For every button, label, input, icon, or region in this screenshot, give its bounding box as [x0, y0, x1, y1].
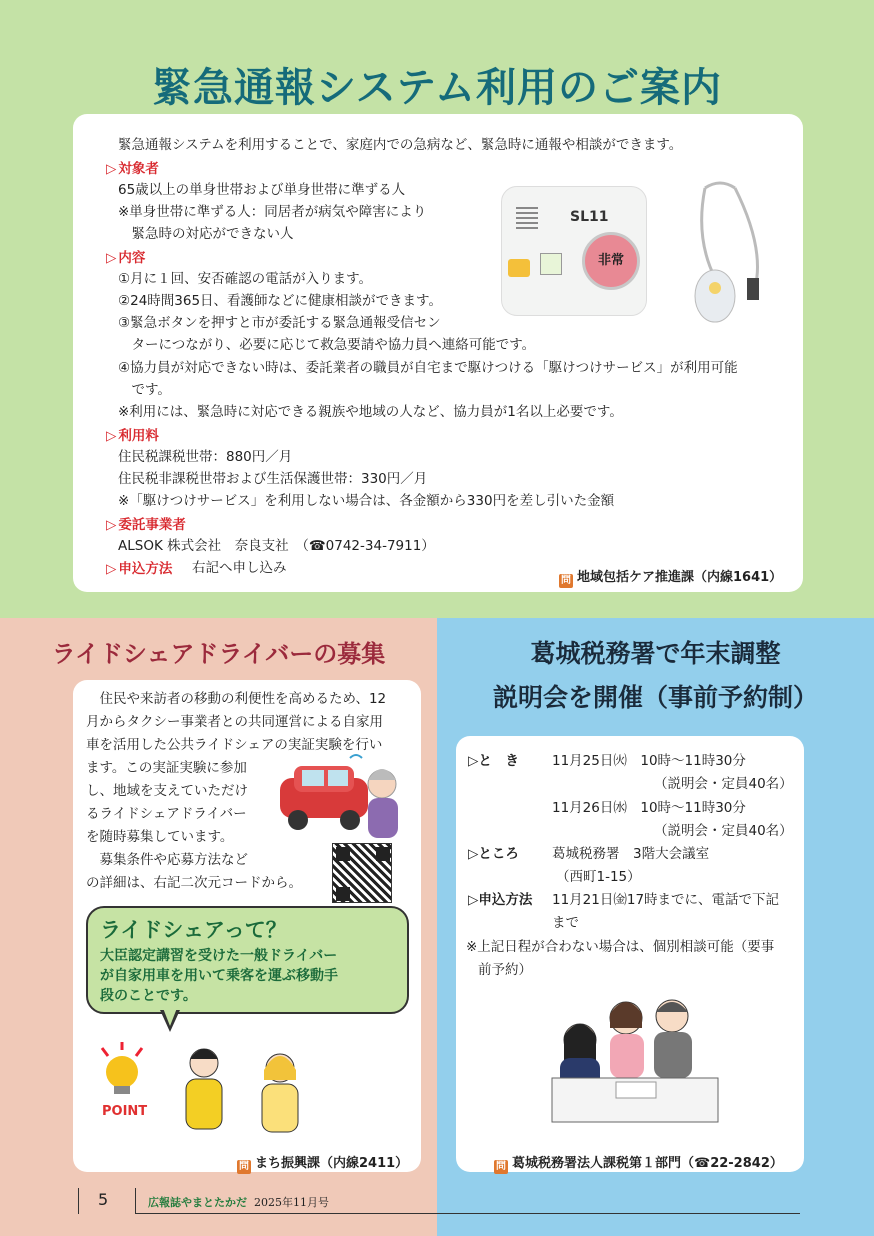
when-line: （説明会・定員40名）	[654, 776, 793, 792]
triangle-marker-icon: ▷	[106, 250, 117, 266]
inquiry-icon: 問	[561, 575, 571, 586]
footer-divider-right	[135, 1188, 136, 1214]
apply-heading	[106, 557, 172, 577]
contractor-heading	[106, 513, 186, 533]
content-line: ターにつながり、必要に応じて救急要請や協力員へ連絡可能です。	[118, 337, 536, 353]
target-line: 緊急時の対応ができない人	[118, 226, 294, 242]
triangle-marker-icon: ▷	[106, 428, 117, 444]
when-line: （説明会・定員40名）	[654, 823, 793, 839]
lightbulb-icon	[92, 1040, 152, 1100]
bubble-title: ライドシェアって？	[100, 918, 287, 942]
fee-line: 住民税課税世帯：880円／月	[118, 449, 293, 465]
rideshare-body-line: の詳細は、右記二次元コードから。	[86, 875, 302, 891]
bubble-line: が自家用車を用いて乗客を運ぶ移動手	[100, 968, 338, 984]
fee-label: 利用料	[118, 428, 159, 444]
inquiry-icon: 問	[239, 1161, 249, 1172]
rideshare-body-line: 住民や来訪者の移動の利便性を高めるため、12	[86, 691, 387, 707]
qr-code-icon[interactable]	[332, 843, 392, 903]
target-label: 対象者	[118, 161, 159, 177]
fee-heading	[106, 424, 159, 444]
target-line: 65歳以上の単身世帯および単身世帯に準ずる人	[118, 182, 406, 198]
rideshare-body-line: るライドシェアドライバー	[86, 806, 247, 822]
contractor-label: 委託事業者	[118, 517, 186, 533]
device-model-label: SL11	[570, 209, 609, 225]
fee-line: ※「駆けつけサービス」を利用しない場合は、各金額から330円を差し引いた金額	[118, 493, 615, 509]
car-driver-illustration	[276, 752, 408, 842]
where-line: 葛城税務署 3階大会議室	[552, 846, 710, 862]
emergency-contact	[559, 566, 782, 588]
bubble-line: 段のことです。	[100, 988, 197, 1004]
publication-date: 2025年11月号	[254, 1196, 329, 1209]
tax-note-line: 前予約）	[478, 962, 532, 978]
rideshare-body-line: ます。この実証実験に参加	[86, 760, 247, 776]
emergency-intro: 緊急通報システムを利用することで、家庭内での急病など、緊急時に通報や相談ができます。	[118, 137, 683, 153]
target-line: ※単身世帯に準ずる人：同居者が病気や障害により	[118, 204, 427, 220]
footer-rule	[135, 1213, 800, 1214]
consultation-illustration	[546, 992, 722, 1138]
emergency-contact-text: 地域包括ケア推進課（内線1641）	[577, 570, 783, 585]
when-line: 11月25日㈫ 10時～11時30分	[552, 753, 746, 769]
rideshare-body-line: 月からタクシー事業者との共同運営による自家用	[86, 714, 383, 730]
rideshare-contact	[237, 1152, 408, 1174]
rideshare-body-line: 募集条件や応募方法など	[86, 852, 248, 868]
content-line: ④協力員が対応できない時は、委託業者の職員が自宅まで駆けつける「駆けつけサービス」が利用可能	[118, 360, 738, 376]
content-line: ①月に１回、安否確認の電話が入ります。	[118, 271, 373, 287]
triangle-marker-icon: ▷	[106, 161, 117, 177]
page-number: 5	[98, 1190, 109, 1209]
content-line: です。	[118, 382, 171, 398]
device-yellow-button-icon	[508, 259, 530, 277]
fee-line: 住民税非課税世帯および生活保護世帯：330円／月	[118, 471, 428, 487]
tax-title-line2: 説明会を開催（事前予約制）	[492, 683, 818, 712]
inquiry-icon: 問	[496, 1161, 506, 1172]
when-label: ▷と き	[468, 753, 519, 769]
publication-name: 広報誌やまとたかだ	[148, 1196, 247, 1209]
apply-label: 申込方法	[118, 561, 173, 577]
rideshare-title: ライドシェアドライバーの募集	[51, 640, 386, 668]
content-heading	[106, 246, 145, 266]
rideshare-body-line: 車を活用した公共ライドシェアの実証実験を行い	[86, 737, 383, 753]
emergency-button-label: 非常	[582, 232, 640, 290]
rideshare-body-line: し、地域を支えていただけ	[86, 783, 248, 799]
apply-value: 右記へ申し込み	[192, 560, 287, 576]
content-label: 内容	[118, 250, 146, 266]
woman-thinking-illustration	[250, 1050, 310, 1138]
device-consult-button-icon	[540, 253, 562, 275]
target-heading	[106, 157, 159, 177]
tax-contact	[494, 1152, 783, 1174]
where-line: （西町1-15）	[556, 869, 641, 885]
rideshare-contact-text: まち振興課（内線2411）	[255, 1156, 409, 1171]
tax-note-line: ※上記日程が合わない場合は、個別相談可能（要事	[466, 939, 775, 955]
emergency-device-image	[501, 186, 647, 316]
content-line: ③緊急ボタンを押すと市が委託する緊急通報受信セン	[118, 315, 441, 331]
content-line: ②24時間365日、看護師などに健康相談ができます。	[118, 293, 442, 309]
bubble-tail-inner	[163, 1008, 177, 1026]
pendant-button-icon	[675, 178, 785, 328]
speaker-icon	[516, 207, 538, 229]
tax-apply-line: まで	[552, 915, 579, 931]
tax-apply-label: ▷申込方法	[468, 892, 533, 908]
rideshare-body-line: を随時募集しています。	[86, 829, 234, 845]
tax-contact-text: 葛城税務署法人課税第１部門（☎22-2842）	[512, 1156, 783, 1171]
triangle-marker-icon: ▷	[106, 517, 117, 533]
emergency-title: 緊急通報システム利用のご案内	[152, 65, 722, 111]
footer-divider-left	[78, 1188, 79, 1214]
where-label: ▷ところ	[468, 846, 519, 862]
tax-apply-line: 11月21日㈮17時までに、電話で下記	[552, 892, 780, 908]
bubble-line: 大臣認定講習を受けた一般ドライバー	[100, 948, 338, 964]
point-label: POINT	[102, 1104, 148, 1119]
content-line: ※利用には、緊急時に対応できる親族や地域の人など、協力員が1名以上必要です。	[118, 404, 623, 420]
man-thinking-illustration	[174, 1045, 234, 1137]
triangle-marker-icon: ▷	[106, 561, 117, 577]
contractor-value: ALSOK 株式会社 奈良支社 （☎0742-34-7911）	[118, 538, 435, 554]
tax-title-line1: 葛城税務署で年末調整	[530, 639, 781, 668]
when-line: 11月26日㈬ 10時～11時30分	[552, 800, 746, 816]
